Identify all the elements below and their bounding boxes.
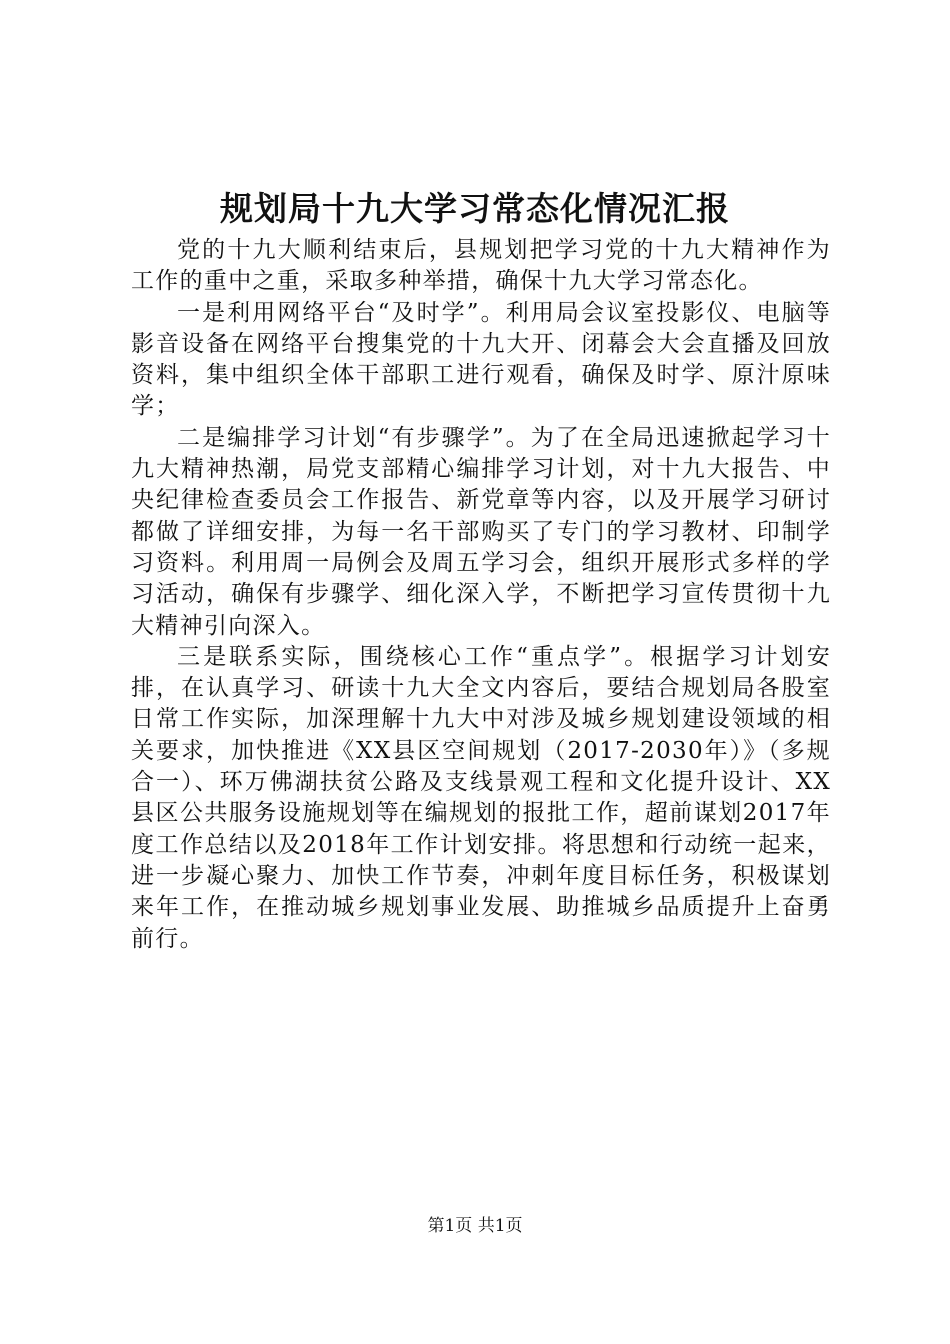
paragraph-point-two: 二是编排学习计划“有步骤学”。为了在全局迅速掀起学习十九大精神热潮，局党支部精心编排学习计划，对十九大报告、中央纪律检查委员会工作报告、新党章等内容，以及开展学习研讨都做了详细安排，为每一名干部购买了专门的学习教材、印制学习资料。利用周一局例会及周五学习会，组织开展形式多样的学习活动，确保有步骤学、细化深入学，不断把学习宣传贯彻十九大精神引向深入。: [131, 424, 831, 639]
paragraph-intro: 党的十九大顺利结束后，县规划把学习党的十九大精神作为工作的重中之重，采取多种举措，确保十九大学习常态化。: [131, 237, 831, 295]
paragraph-point-one: 一是利用网络平台“及时学”。利用局会议室投影仪、电脑等影音设备在网络平台搜集党的十九大开、闭幕会大会直播及回放资料，集中组织全体干部职工进行观看，确保及时学、原汁原味学；: [131, 299, 831, 420]
paragraph-point-three: 三是联系实际，围绕核心工作“重点学”。根据学习计划安排，在认真学习、研读十九大全文内容后，要结合规划局各股室日常工作实际，加深理解十九大中对涉及城乡规划建设领域的相关要求，加快推进《XX县区空间规划（2017-2030年）》（多规合一）、环万佛湖扶贫公路及支线景观工程和文化提升设计、XX县区公共服务设施规划等在编规划的报批工作，超前谋划2017年度工作总结以及2018年工作计划安排。将思想和行动统一起来，进一步凝心聚力、加快工作节奏，冲刺年度目标任务，积极谋划来年工作，在推动城乡规划事业发展、助推城乡品质提升上奋勇前行。: [131, 643, 831, 952]
page-number-footer: 第1页 共1页: [427, 1216, 523, 1236]
document-title: 规划局十九大学习常态化情况汇报: [220, 189, 730, 228]
document-body: [131, 235, 831, 955]
